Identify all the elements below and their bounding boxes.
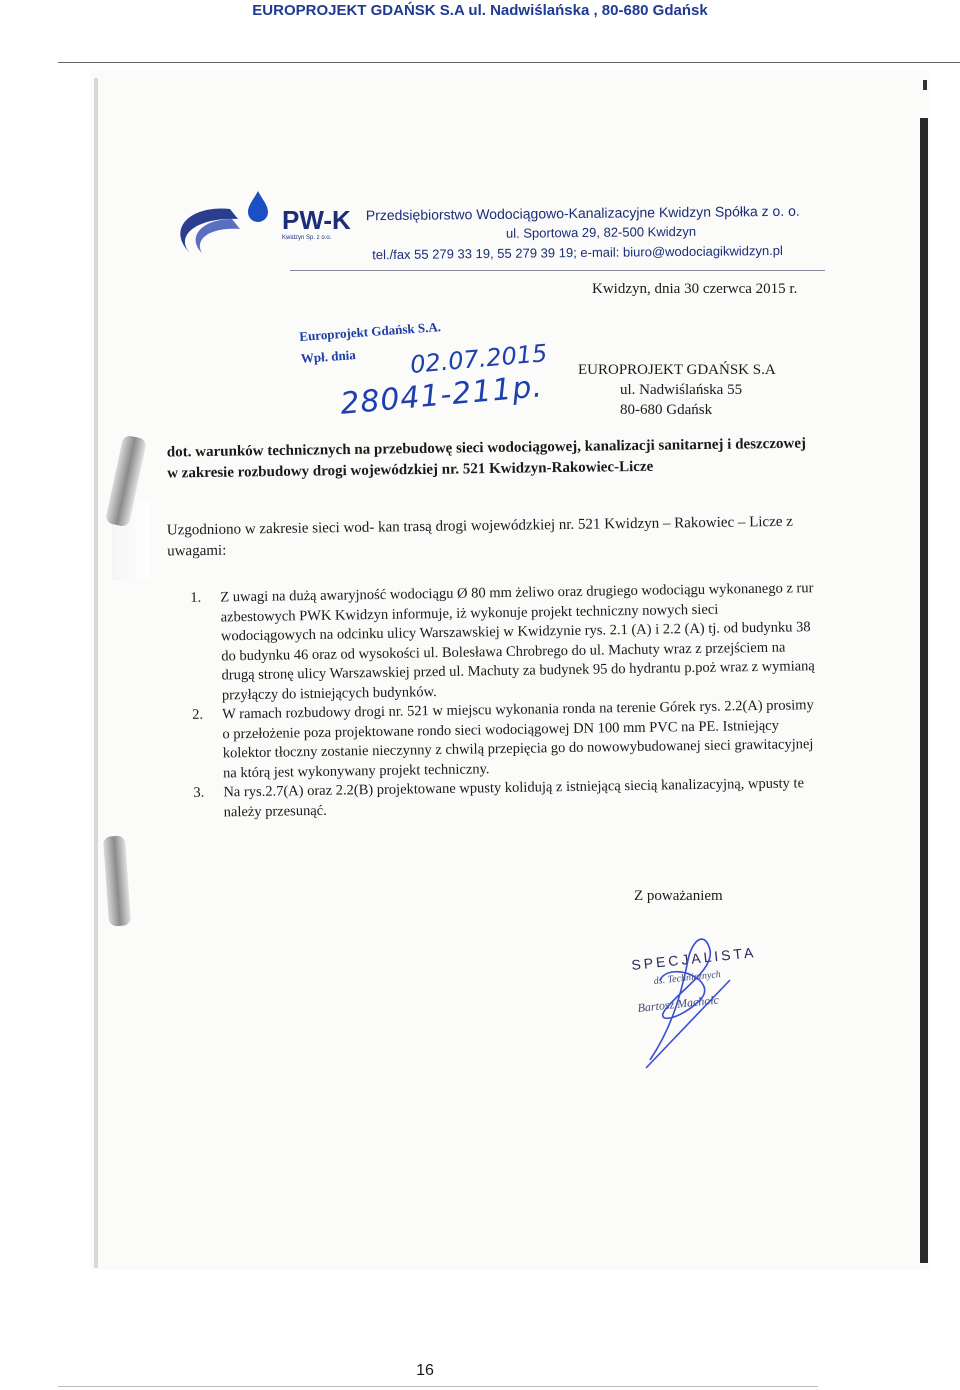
recipient-city: 80-680 Gdańsk <box>620 402 713 418</box>
item-text: W ramach rozbudowy drogi nr. 521 w miejscu wykonania ronda na terenie Górek rys. 2.2(A) prosimy o przełożenie poza projektowane rondo sieci wodociągowej DN 100 mm PVC na PE. Istniejący kolektor tłoczny zostanie nieczynny z chwilą przepięcia go do nowowybudowanej sieci grawitacyjnej na którą jest wykonywany projekt techniczny. <box>222 697 814 781</box>
stamp-line-received: Wpł. dnia <box>300 347 357 366</box>
item-number: 1. <box>190 589 202 606</box>
signature-stamp-title: SPECJALISTA <box>630 943 757 973</box>
item-number: 3. <box>193 784 205 801</box>
company-street: ul. Sportowa 29, 82-500 Kwidzyn <box>505 223 697 241</box>
list-item <box>192 696 818 784</box>
letter-date: Kwidzyn, dnia 30 czerwca 2015 r. <box>592 281 798 297</box>
item-text: Na rys.2.7(A) oraz 2.2(B) projektowane wpusty kolidują z istniejącą siecią kanalizacyjną, wpusty te należy przesunąć. <box>223 775 805 820</box>
header-divider <box>58 62 960 63</box>
company-contact: tel./fax 55 279 33 19, 55 279 39 19; e-mail: biuro@wodociagikwidzyn.pl <box>372 242 783 263</box>
scan-edge-shadow <box>94 78 98 1268</box>
recipient-name: EUROPROJEKT GDAŃSK S.A <box>578 362 776 378</box>
closing-phrase: Z poważaniem <box>634 888 723 904</box>
handwritten-date: 02.07.2015 <box>409 339 549 379</box>
signature-block <box>610 920 810 1085</box>
logo-text: PW-K <box>282 205 351 235</box>
signature-stamp-subtitle: ds. Technicznych <box>653 968 722 987</box>
page-number: 16 <box>416 1362 434 1379</box>
footer-divider <box>58 1386 818 1387</box>
handwritten-number: 28041-211p. <box>338 369 545 422</box>
logo-subtext: Kwidzyn Sp. z o.o. <box>282 235 332 241</box>
company-logo <box>160 185 360 270</box>
letterhead-divider <box>290 270 825 271</box>
letter-intro: Uzgodniono w zakresie sieci wod- kan trasą drogi wojewódzkiej nr. 521 Kwidzyn – Rakowiec – Licze z uwagami: <box>166 513 793 560</box>
scan-right-edge <box>920 118 928 1263</box>
pwk-logo-icon <box>160 185 360 265</box>
signature-stamp-icon <box>610 920 810 1080</box>
stamp-line-company: Europrojekt Gdańsk S.A. <box>298 319 442 344</box>
item-text: Z uwagi na dużą awaryjność wodociągu Ø 80 mm żeliwo oraz drugiego wodociągu wykonanego z rur azbestowych PWK Kwidzyn informuje, iż wykonuje projekt techniczny nowych sieci wodociągowych na odcinku ulicy Warszawskiej w Kwidzynie rys. 2.1 (A) i 2.2 (A) tj. od budynku 38 do budynku 46 oraz od wysokości ul. Bolesława Chrobrego do ul. Machuty wraz z przejściem na drugą stronę ulicy Warszawskiej przed ul. Machuty za budynek 95 do hydrantu p.poż wraz z wymianą przyłączy do istniejących budynków. <box>220 580 815 703</box>
recipient-street: ul. Nadwiślańska 55 <box>620 382 743 398</box>
signature-stamp-name: Bartosz Machołc <box>636 992 720 1015</box>
scan-edge-mark <box>923 80 927 90</box>
list-item <box>190 579 817 706</box>
page-header: EUROPROJEKT GDAŃSK S.A ul. Nadwiślańska , 80-680 Gdańsk <box>252 2 708 19</box>
recipient-address <box>578 360 776 420</box>
remarks-list <box>190 579 819 823</box>
company-name: Przedsiębiorstwo Wodociągowo-Kanalizacyjne Kwidzyn Spółka z o. o. <box>365 202 800 224</box>
letterhead-info <box>366 201 801 266</box>
item-number: 2. <box>192 706 204 723</box>
letter-subject: dot. warunków technicznych na przebudowę sieci wodociągowej, kanalizacji sanitarnej i deszczowej w zakresie rozbudowy drogi wojewódzkiej nr. 521 Kwidzyn-Rakowiec-Licze <box>166 435 807 482</box>
